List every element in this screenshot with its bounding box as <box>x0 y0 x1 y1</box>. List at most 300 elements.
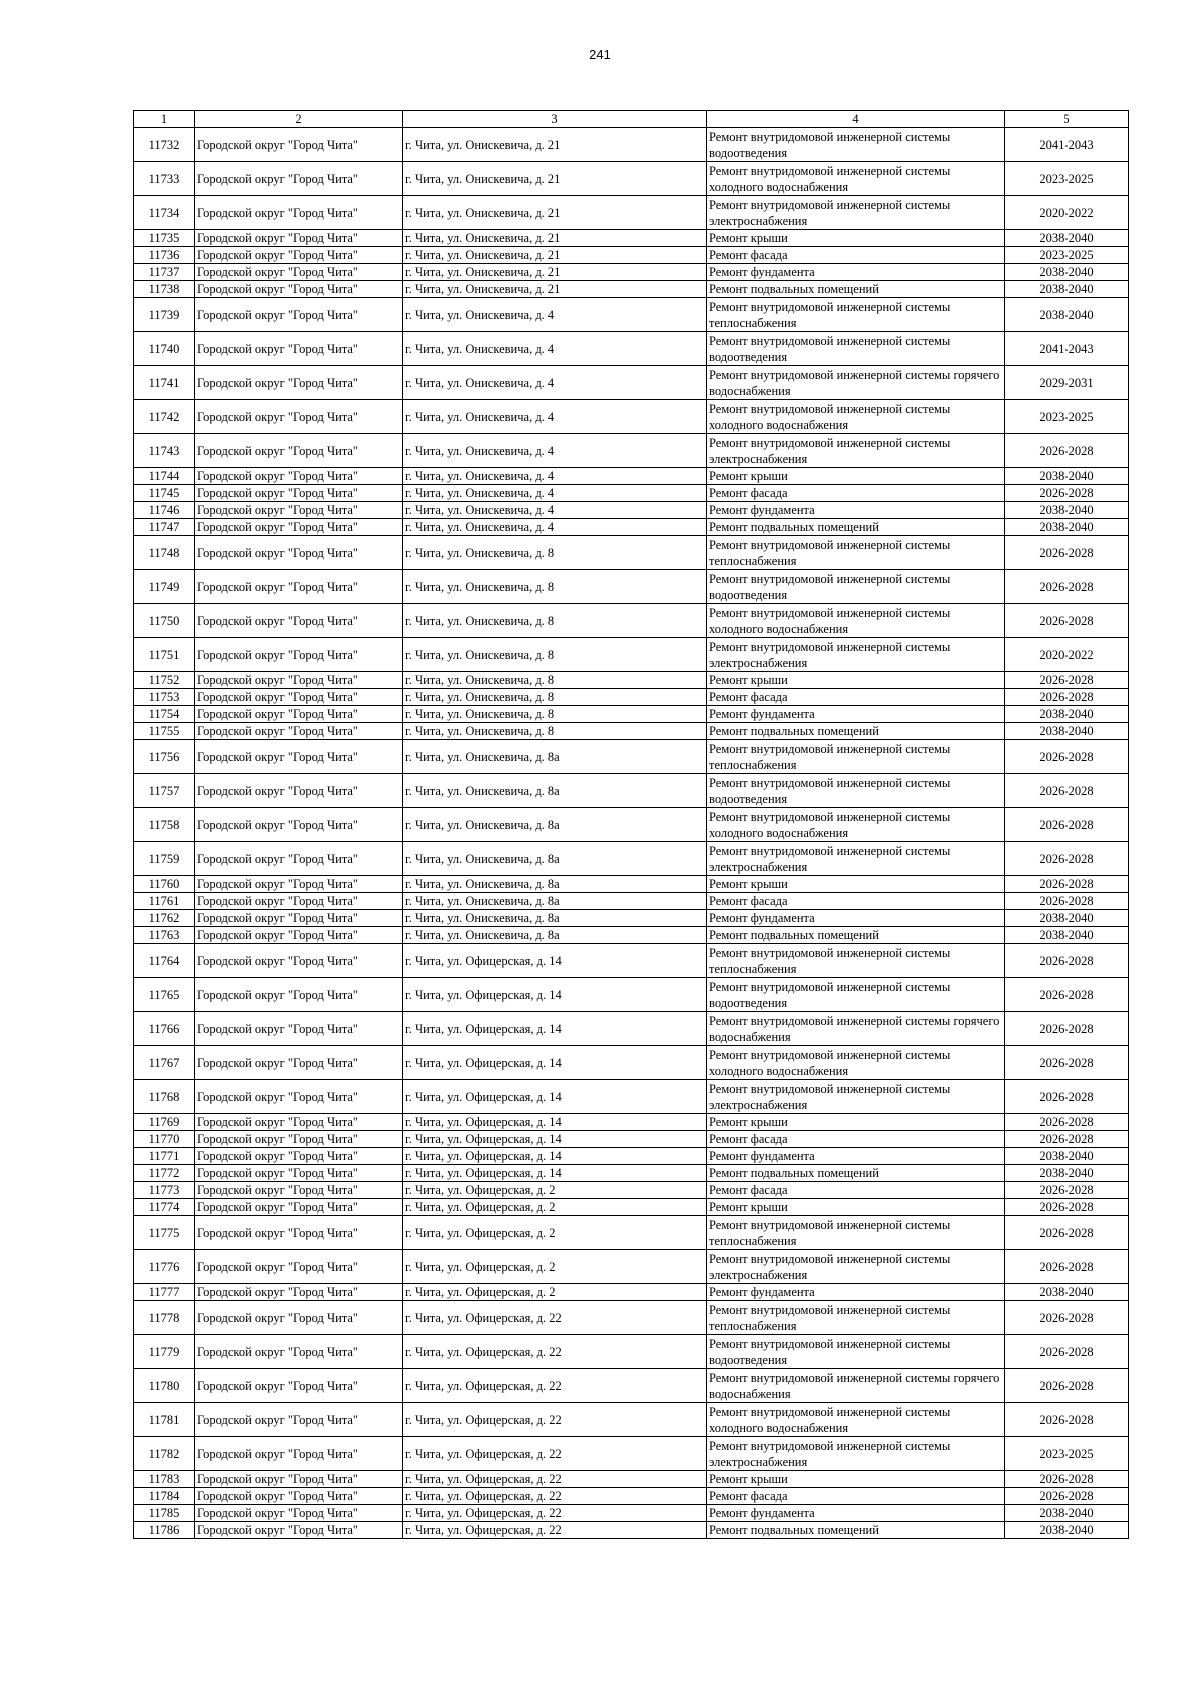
municipality-cell: Городской округ "Город Чита" <box>195 1335 403 1369</box>
period-cell: 2020-2022 <box>1005 196 1129 230</box>
address-cell: г. Чита, ул. Онискевича, д. 8 <box>403 706 707 723</box>
period-cell: 2026-2028 <box>1005 1199 1129 1216</box>
period-cell: 2026-2028 <box>1005 1471 1129 1488</box>
row-number-cell: 11766 <box>134 1012 195 1046</box>
table-row <box>134 927 1129 944</box>
period-cell: 2026-2028 <box>1005 978 1129 1012</box>
period-cell: 2026-2028 <box>1005 774 1129 808</box>
municipality-cell: Городской округ "Город Чита" <box>195 298 403 332</box>
work-type-cell: Ремонт подвальных помещений <box>707 519 1005 536</box>
row-number-cell: 11750 <box>134 604 195 638</box>
period-cell: 2041-2043 <box>1005 128 1129 162</box>
work-type-cell: Ремонт фундамента <box>707 1148 1005 1165</box>
row-number-cell: 11755 <box>134 723 195 740</box>
table-row <box>134 944 1129 978</box>
work-type-cell: Ремонт внутридомовой инженерной системы горячего водоснабжения <box>707 1369 1005 1403</box>
table-row <box>134 281 1129 298</box>
table-row <box>134 1369 1129 1403</box>
address-cell: г. Чита, ул. Онискевича, д. 8 <box>403 689 707 706</box>
period-cell: 2026-2028 <box>1005 876 1129 893</box>
municipality-cell: Городской округ "Город Чита" <box>195 774 403 808</box>
address-cell: г. Чита, ул. Офицерская, д. 2 <box>403 1199 707 1216</box>
municipality-cell: Городской округ "Город Чита" <box>195 264 403 281</box>
column-header: 4 <box>707 111 1005 128</box>
work-type-cell: Ремонт внутридомовой инженерной системы теплоснабжения <box>707 298 1005 332</box>
municipality-cell: Городской округ "Город Чита" <box>195 468 403 485</box>
period-cell: 2038-2040 <box>1005 910 1129 927</box>
municipality-cell: Городской округ "Город Чита" <box>195 1301 403 1335</box>
work-type-cell: Ремонт внутридомовой инженерной системы холодного водоснабжения <box>707 1046 1005 1080</box>
municipality-cell: Городской округ "Город Чита" <box>195 281 403 298</box>
table-row <box>134 1131 1129 1148</box>
municipality-cell: Городской округ "Город Чита" <box>195 1284 403 1301</box>
address-cell: г. Чита, ул. Офицерская, д. 14 <box>403 1080 707 1114</box>
period-cell: 2026-2028 <box>1005 536 1129 570</box>
row-number-cell: 11739 <box>134 298 195 332</box>
row-number-cell: 11732 <box>134 128 195 162</box>
row-number-cell: 11740 <box>134 332 195 366</box>
row-number-cell: 11759 <box>134 842 195 876</box>
table-row <box>134 1148 1129 1165</box>
work-type-cell: Ремонт внутридомовой инженерной системы теплоснабжения <box>707 944 1005 978</box>
row-number-cell: 11746 <box>134 502 195 519</box>
table-row <box>134 604 1129 638</box>
period-cell: 2026-2028 <box>1005 893 1129 910</box>
period-cell: 2038-2040 <box>1005 468 1129 485</box>
period-cell: 2026-2028 <box>1005 1335 1129 1369</box>
table-row <box>134 774 1129 808</box>
address-cell: г. Чита, ул. Онискевича, д. 4 <box>403 434 707 468</box>
period-cell: 2038-2040 <box>1005 1148 1129 1165</box>
municipality-cell: Городской округ "Город Чита" <box>195 1114 403 1131</box>
table-row <box>134 910 1129 927</box>
address-cell: г. Чита, ул. Офицерская, д. 14 <box>403 1046 707 1080</box>
row-number-cell: 11773 <box>134 1182 195 1199</box>
row-number-cell: 11742 <box>134 400 195 434</box>
table-row <box>134 468 1129 485</box>
row-number-cell: 11751 <box>134 638 195 672</box>
municipality-cell: Городской округ "Город Чита" <box>195 230 403 247</box>
table-row <box>134 332 1129 366</box>
period-cell: 2026-2028 <box>1005 434 1129 468</box>
period-cell: 2038-2040 <box>1005 1284 1129 1301</box>
address-cell: г. Чита, ул. Онискевича, д. 8 <box>403 638 707 672</box>
address-cell: г. Чита, ул. Онискевича, д. 8а <box>403 893 707 910</box>
address-cell: г. Чита, ул. Онискевича, д. 4 <box>403 332 707 366</box>
municipality-cell: Городской округ "Город Чита" <box>195 1437 403 1471</box>
table-row <box>134 1114 1129 1131</box>
row-number-cell: 11774 <box>134 1199 195 1216</box>
row-number-cell: 11765 <box>134 978 195 1012</box>
table-row <box>134 570 1129 604</box>
address-cell: г. Чита, ул. Онискевича, д. 4 <box>403 400 707 434</box>
table-row <box>134 1403 1129 1437</box>
work-type-cell: Ремонт внутридомовой инженерной системы электроснабжения <box>707 638 1005 672</box>
period-cell: 2026-2028 <box>1005 1403 1129 1437</box>
municipality-cell: Городской округ "Город Чита" <box>195 927 403 944</box>
row-number-cell: 11754 <box>134 706 195 723</box>
table-row <box>134 842 1129 876</box>
period-cell: 2026-2028 <box>1005 1080 1129 1114</box>
period-cell: 2026-2028 <box>1005 1488 1129 1505</box>
address-cell: г. Чита, ул. Офицерская, д. 14 <box>403 1114 707 1131</box>
table-row <box>134 298 1129 332</box>
row-number-cell: 11780 <box>134 1369 195 1403</box>
address-cell: г. Чита, ул. Онискевича, д. 8 <box>403 570 707 604</box>
work-type-cell: Ремонт фасада <box>707 1182 1005 1199</box>
address-cell: г. Чита, ул. Онискевича, д. 8а <box>403 876 707 893</box>
municipality-cell: Городской округ "Город Чита" <box>195 536 403 570</box>
period-cell: 2038-2040 <box>1005 1522 1129 1539</box>
column-header: 5 <box>1005 111 1129 128</box>
work-type-cell: Ремонт фасада <box>707 485 1005 502</box>
row-number-cell: 11753 <box>134 689 195 706</box>
period-cell: 2023-2025 <box>1005 162 1129 196</box>
period-cell: 2026-2028 <box>1005 485 1129 502</box>
table-row <box>134 502 1129 519</box>
municipality-cell: Городской округ "Город Чита" <box>195 485 403 502</box>
work-type-cell: Ремонт фундамента <box>707 1284 1005 1301</box>
municipality-cell: Городской округ "Город Чита" <box>195 740 403 774</box>
row-number-cell: 11752 <box>134 672 195 689</box>
row-number-cell: 11767 <box>134 1046 195 1080</box>
municipality-cell: Городской округ "Город Чита" <box>195 1522 403 1539</box>
row-number-cell: 11741 <box>134 366 195 400</box>
period-cell: 2026-2028 <box>1005 944 1129 978</box>
period-cell: 2026-2028 <box>1005 740 1129 774</box>
work-type-cell: Ремонт внутридомовой инженерной системы теплоснабжения <box>707 1216 1005 1250</box>
address-cell: г. Чита, ул. Офицерская, д. 14 <box>403 944 707 978</box>
row-number-cell: 11781 <box>134 1403 195 1437</box>
work-type-cell: Ремонт крыши <box>707 672 1005 689</box>
work-type-cell: Ремонт крыши <box>707 468 1005 485</box>
table-row <box>134 1488 1129 1505</box>
period-cell: 2029-2031 <box>1005 366 1129 400</box>
period-cell: 2026-2028 <box>1005 1301 1129 1335</box>
row-number-cell: 11769 <box>134 1114 195 1131</box>
table-header-row <box>134 111 1129 128</box>
work-type-cell: Ремонт фундамента <box>707 706 1005 723</box>
address-cell: г. Чита, ул. Онискевича, д. 4 <box>403 519 707 536</box>
row-number-cell: 11783 <box>134 1471 195 1488</box>
address-cell: г. Чита, ул. Онискевича, д. 8 <box>403 536 707 570</box>
table-row <box>134 706 1129 723</box>
address-cell: г. Чита, ул. Онискевича, д. 4 <box>403 485 707 502</box>
work-type-cell: Ремонт фундамента <box>707 1505 1005 1522</box>
period-cell: 2026-2028 <box>1005 808 1129 842</box>
address-cell: г. Чита, ул. Офицерская, д. 2 <box>403 1216 707 1250</box>
period-cell: 2038-2040 <box>1005 502 1129 519</box>
period-cell: 2026-2028 <box>1005 1012 1129 1046</box>
row-number-cell: 11757 <box>134 774 195 808</box>
address-cell: г. Чита, ул. Офицерская, д. 22 <box>403 1437 707 1471</box>
page-number: 241 <box>589 47 611 62</box>
work-type-cell: Ремонт крыши <box>707 1199 1005 1216</box>
row-number-cell: 11768 <box>134 1080 195 1114</box>
municipality-cell: Городской округ "Город Чита" <box>195 400 403 434</box>
municipality-cell: Городской округ "Город Чита" <box>195 1216 403 1250</box>
work-type-cell: Ремонт внутридомовой инженерной системы электроснабжения <box>707 1437 1005 1471</box>
municipality-cell: Городской округ "Город Чита" <box>195 570 403 604</box>
table-row <box>134 1437 1129 1471</box>
table-row <box>134 1250 1129 1284</box>
address-cell: г. Чита, ул. Офицерская, д. 22 <box>403 1471 707 1488</box>
municipality-cell: Городской округ "Город Чита" <box>195 1165 403 1182</box>
municipality-cell: Городской округ "Город Чита" <box>195 723 403 740</box>
address-cell: г. Чита, ул. Онискевича, д. 8а <box>403 740 707 774</box>
row-number-cell: 11735 <box>134 230 195 247</box>
municipality-cell: Городской округ "Город Чита" <box>195 1182 403 1199</box>
row-number-cell: 11776 <box>134 1250 195 1284</box>
address-cell: г. Чита, ул. Офицерская, д. 22 <box>403 1488 707 1505</box>
work-type-cell: Ремонт внутридомовой инженерной системы холодного водоснабжения <box>707 400 1005 434</box>
row-number-cell: 11777 <box>134 1284 195 1301</box>
period-cell: 2026-2028 <box>1005 570 1129 604</box>
period-cell: 2038-2040 <box>1005 1505 1129 1522</box>
work-type-cell: Ремонт подвальных помещений <box>707 927 1005 944</box>
municipality-cell: Городской округ "Город Чита" <box>195 1080 403 1114</box>
period-cell: 2038-2040 <box>1005 519 1129 536</box>
table-row <box>134 723 1129 740</box>
period-cell: 2038-2040 <box>1005 298 1129 332</box>
period-cell: 2038-2040 <box>1005 1165 1129 1182</box>
work-type-cell: Ремонт внутридомовой инженерной системы водоотведения <box>707 978 1005 1012</box>
period-cell: 2026-2028 <box>1005 1369 1129 1403</box>
row-number-cell: 11760 <box>134 876 195 893</box>
municipality-cell: Городской округ "Город Чита" <box>195 519 403 536</box>
table-row <box>134 672 1129 689</box>
table-row <box>134 519 1129 536</box>
period-cell: 2026-2028 <box>1005 1182 1129 1199</box>
work-type-cell: Ремонт крыши <box>707 230 1005 247</box>
period-cell: 2038-2040 <box>1005 264 1129 281</box>
work-type-cell: Ремонт фасада <box>707 1131 1005 1148</box>
table-row <box>134 808 1129 842</box>
period-cell: 2023-2025 <box>1005 247 1129 264</box>
row-number-cell: 11749 <box>134 570 195 604</box>
address-cell: г. Чита, ул. Онискевича, д. 8а <box>403 842 707 876</box>
row-number-cell: 11738 <box>134 281 195 298</box>
municipality-cell: Городской округ "Город Чита" <box>195 366 403 400</box>
work-type-cell: Ремонт крыши <box>707 1471 1005 1488</box>
work-type-cell: Ремонт внутридомовой инженерной системы электроснабжения <box>707 434 1005 468</box>
municipality-cell: Городской округ "Город Чита" <box>195 638 403 672</box>
work-type-cell: Ремонт крыши <box>707 876 1005 893</box>
row-number-cell: 11756 <box>134 740 195 774</box>
municipality-cell: Городской округ "Город Чита" <box>195 808 403 842</box>
work-type-cell: Ремонт внутридомовой инженерной системы водоотведения <box>707 332 1005 366</box>
address-cell: г. Чита, ул. Онискевича, д. 8 <box>403 672 707 689</box>
municipality-cell: Городской округ "Город Чита" <box>195 434 403 468</box>
municipality-cell: Городской округ "Город Чита" <box>195 689 403 706</box>
work-type-cell: Ремонт подвальных помещений <box>707 281 1005 298</box>
municipality-cell: Городской округ "Город Чита" <box>195 1488 403 1505</box>
address-cell: г. Чита, ул. Офицерская, д. 14 <box>403 1131 707 1148</box>
period-cell: 2026-2028 <box>1005 1131 1129 1148</box>
row-number-cell: 11764 <box>134 944 195 978</box>
table-row <box>134 434 1129 468</box>
address-cell: г. Чита, ул. Онискевича, д. 8а <box>403 774 707 808</box>
municipality-cell: Городской округ "Город Чита" <box>195 128 403 162</box>
period-cell: 2038-2040 <box>1005 723 1129 740</box>
table-row <box>134 230 1129 247</box>
row-number-cell: 11782 <box>134 1437 195 1471</box>
address-cell: г. Чита, ул. Офицерская, д. 22 <box>403 1301 707 1335</box>
address-cell: г. Чита, ул. Офицерская, д. 22 <box>403 1522 707 1539</box>
work-type-cell: Ремонт внутридомовой инженерной системы теплоснабжения <box>707 740 1005 774</box>
work-type-cell: Ремонт внутридомовой инженерной системы холодного водоснабжения <box>707 162 1005 196</box>
table-row <box>134 740 1129 774</box>
municipality-cell: Городской округ "Город Чита" <box>195 1403 403 1437</box>
address-cell: г. Чита, ул. Онискевича, д. 4 <box>403 502 707 519</box>
municipality-cell: Городской округ "Город Чита" <box>195 502 403 519</box>
table-row <box>134 1301 1129 1335</box>
municipality-cell: Городской округ "Город Чита" <box>195 842 403 876</box>
municipality-cell: Городской округ "Город Чита" <box>195 247 403 264</box>
municipality-cell: Городской округ "Город Чита" <box>195 876 403 893</box>
table-row <box>134 366 1129 400</box>
row-number-cell: 11737 <box>134 264 195 281</box>
table-row <box>134 128 1129 162</box>
table-row <box>134 264 1129 281</box>
municipality-cell: Городской округ "Город Чита" <box>195 1505 403 1522</box>
table-row <box>134 638 1129 672</box>
work-type-cell: Ремонт внутридомовой инженерной системы теплоснабжения <box>707 536 1005 570</box>
table-row <box>134 876 1129 893</box>
address-cell: г. Чита, ул. Офицерская, д. 22 <box>403 1505 707 1522</box>
address-cell: г. Чита, ул. Онискевича, д. 4 <box>403 298 707 332</box>
municipality-cell: Городской округ "Город Чита" <box>195 944 403 978</box>
period-cell: 2020-2022 <box>1005 638 1129 672</box>
period-cell: 2038-2040 <box>1005 281 1129 298</box>
table-row <box>134 1284 1129 1301</box>
municipality-cell: Городской округ "Город Чита" <box>195 1046 403 1080</box>
work-type-cell: Ремонт внутридомовой инженерной системы горячего водоснабжения <box>707 366 1005 400</box>
row-number-cell: 11763 <box>134 927 195 944</box>
row-number-cell: 11775 <box>134 1216 195 1250</box>
work-type-cell: Ремонт внутридомовой инженерной системы электроснабжения <box>707 1250 1005 1284</box>
address-cell: г. Чита, ул. Офицерская, д. 2 <box>403 1182 707 1199</box>
row-number-cell: 11771 <box>134 1148 195 1165</box>
column-header: 2 <box>195 111 403 128</box>
table-row <box>134 1471 1129 1488</box>
municipality-cell: Городской округ "Город Чита" <box>195 1369 403 1403</box>
table-row <box>134 536 1129 570</box>
table-row <box>134 1199 1129 1216</box>
address-cell: г. Чита, ул. Офицерская, д. 14 <box>403 1012 707 1046</box>
address-cell: г. Чита, ул. Онискевича, д. 21 <box>403 230 707 247</box>
period-cell: 2038-2040 <box>1005 927 1129 944</box>
table-row <box>134 162 1129 196</box>
address-cell: г. Чита, ул. Онискевича, д. 21 <box>403 128 707 162</box>
table-row <box>134 1165 1129 1182</box>
work-type-cell: Ремонт внутридомовой инженерной системы водоотведения <box>707 1335 1005 1369</box>
work-type-cell: Ремонт фасада <box>707 893 1005 910</box>
row-number-cell: 11747 <box>134 519 195 536</box>
table-row <box>134 1505 1129 1522</box>
address-cell: г. Чита, ул. Офицерская, д. 22 <box>403 1369 707 1403</box>
period-cell: 2023-2025 <box>1005 1437 1129 1471</box>
row-number-cell: 11779 <box>134 1335 195 1369</box>
period-cell: 2023-2025 <box>1005 400 1129 434</box>
table-row <box>134 400 1129 434</box>
table-row <box>134 1182 1129 1199</box>
row-number-cell: 11758 <box>134 808 195 842</box>
address-cell: г. Чита, ул. Онискевича, д. 21 <box>403 162 707 196</box>
municipality-cell: Городской округ "Город Чита" <box>195 910 403 927</box>
table-row <box>134 978 1129 1012</box>
period-cell: 2026-2028 <box>1005 842 1129 876</box>
work-type-cell: Ремонт внутридомовой инженерной системы водоотведения <box>707 570 1005 604</box>
municipality-cell: Городской округ "Город Чита" <box>195 706 403 723</box>
municipality-cell: Городской округ "Город Чита" <box>195 162 403 196</box>
address-cell: г. Чита, ул. Онискевича, д. 21 <box>403 247 707 264</box>
work-type-cell: Ремонт внутридомовой инженерной системы холодного водоснабжения <box>707 604 1005 638</box>
period-cell: 2026-2028 <box>1005 1250 1129 1284</box>
period-cell: 2026-2028 <box>1005 1046 1129 1080</box>
row-number-cell: 11778 <box>134 1301 195 1335</box>
municipality-cell: Городской округ "Город Чита" <box>195 978 403 1012</box>
work-type-cell: Ремонт внутридомовой инженерной системы электроснабжения <box>707 1080 1005 1114</box>
municipality-cell: Городской округ "Город Чита" <box>195 1199 403 1216</box>
table-row <box>134 1012 1129 1046</box>
row-number-cell: 11786 <box>134 1522 195 1539</box>
table-row <box>134 1080 1129 1114</box>
municipality-cell: Городской округ "Город Чита" <box>195 196 403 230</box>
work-type-cell: Ремонт внутридомовой инженерной системы электроснабжения <box>707 196 1005 230</box>
work-type-cell: Ремонт внутридомовой инженерной системы холодного водоснабжения <box>707 1403 1005 1437</box>
row-number-cell: 11744 <box>134 468 195 485</box>
table-row <box>134 1522 1129 1539</box>
address-cell: г. Чита, ул. Офицерская, д. 22 <box>403 1335 707 1369</box>
row-number-cell: 11762 <box>134 910 195 927</box>
table-row <box>134 247 1129 264</box>
row-number-cell: 11736 <box>134 247 195 264</box>
work-type-cell: Ремонт подвальных помещений <box>707 1522 1005 1539</box>
table-row <box>134 196 1129 230</box>
address-cell: г. Чита, ул. Онискевича, д. 8а <box>403 927 707 944</box>
row-number-cell: 11770 <box>134 1131 195 1148</box>
row-number-cell: 11734 <box>134 196 195 230</box>
work-type-cell: Ремонт внутридомовой инженерной системы теплоснабжения <box>707 1301 1005 1335</box>
address-cell: г. Чита, ул. Онискевича, д. 4 <box>403 468 707 485</box>
row-number-cell: 11745 <box>134 485 195 502</box>
municipality-cell: Городской округ "Город Чита" <box>195 1471 403 1488</box>
column-header: 3 <box>403 111 707 128</box>
address-cell: г. Чита, ул. Онискевича, д. 8 <box>403 604 707 638</box>
municipality-cell: Городской округ "Город Чита" <box>195 1148 403 1165</box>
address-cell: г. Чита, ул. Онискевича, д. 8а <box>403 910 707 927</box>
work-type-cell: Ремонт фасада <box>707 1488 1005 1505</box>
address-cell: г. Чита, ул. Офицерская, д. 2 <box>403 1284 707 1301</box>
work-type-cell: Ремонт внутридомовой инженерной системы водоотведения <box>707 128 1005 162</box>
work-type-cell: Ремонт фундамента <box>707 264 1005 281</box>
row-number-cell: 11772 <box>134 1165 195 1182</box>
municipality-cell: Городской округ "Город Чита" <box>195 672 403 689</box>
period-cell: 2026-2028 <box>1005 604 1129 638</box>
address-cell: г. Чита, ул. Онискевича, д. 4 <box>403 366 707 400</box>
address-cell: г. Чита, ул. Онискевича, д. 21 <box>403 196 707 230</box>
table-row <box>134 893 1129 910</box>
work-type-cell: Ремонт фасада <box>707 689 1005 706</box>
address-cell: г. Чита, ул. Офицерская, д. 14 <box>403 978 707 1012</box>
address-cell: г. Чита, ул. Онискевича, д. 21 <box>403 281 707 298</box>
work-type-cell: Ремонт внутридомовой инженерной системы холодного водоснабжения <box>707 808 1005 842</box>
work-type-cell: Ремонт внутридомовой инженерной системы водоотведения <box>707 774 1005 808</box>
table-row <box>134 1216 1129 1250</box>
period-cell: 2026-2028 <box>1005 672 1129 689</box>
period-cell: 2038-2040 <box>1005 706 1129 723</box>
